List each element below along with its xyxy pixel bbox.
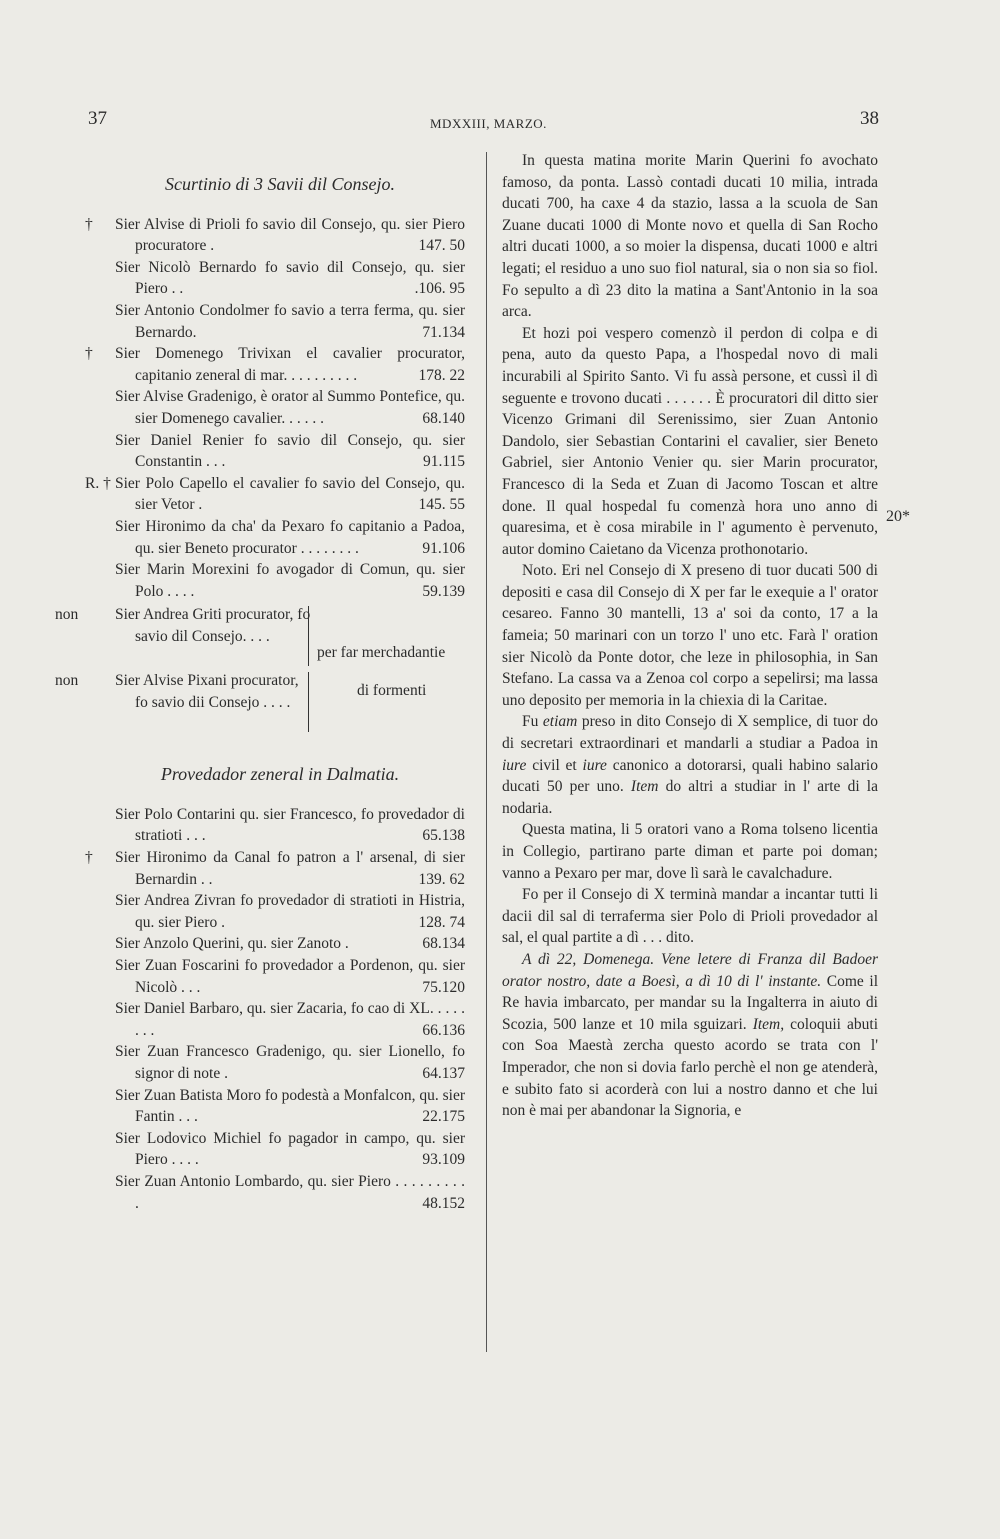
entry-text: Sier Marin Morexini fo avogador di Comun, qu. sier Polo . . . . bbox=[115, 561, 465, 600]
right-page-number: 38 bbox=[860, 108, 879, 129]
vote-count: 75.120 bbox=[422, 978, 465, 996]
vote-count: 64.137 bbox=[422, 1065, 465, 1082]
italic-run: iure bbox=[582, 756, 607, 774]
vote-entry bbox=[95, 516, 465, 559]
vote-count: 65.138 bbox=[422, 827, 465, 845]
entry-mark: non bbox=[55, 606, 79, 624]
vote-count: 66.136 bbox=[422, 1021, 465, 1039]
bracket-entry-griti bbox=[55, 604, 315, 647]
entry-text: Sier Andrea Zivran fo provedador di stratioti in Histria, qu. sier Piero . bbox=[115, 892, 465, 931]
paragraph-noto: Noto. Eri nel Consejo di X preseno di tuor ducati 500 di depositi e casa dil Consejo di X per far le exequie a l' orator cesareo. Fanno 30 mantelli, 13 a' soi da conto, 17 a la fameia; 50 marinari con un torzo l' uno etc. Farà l' oration sier Nicolò da Ponte dotor, che leze in philosophia, in San Stefano. La cassa va a Zenoa col corpo a sepelirsi; ma lassa uno deposito per memoria in la chiexia di la Caritae. bbox=[502, 562, 878, 709]
bracket-note-merchandise: per far merchadantie bbox=[317, 644, 446, 662]
left-page-number: 37 bbox=[88, 108, 107, 129]
entry-text: Sier Nicolò Bernardo fo savio dil Consejo, qu. sier Piero . . bbox=[115, 258, 465, 298]
vote-count: .106. 95 bbox=[414, 280, 465, 298]
vote-entry bbox=[95, 1171, 465, 1214]
bracket-line-bottom bbox=[300, 672, 309, 732]
italic-run: etiam bbox=[542, 713, 578, 731]
vote-list-provedador bbox=[85, 804, 465, 1214]
vote-count: 59.139 bbox=[422, 582, 465, 600]
bracket-note-grain: di formenti bbox=[357, 682, 427, 700]
bracket-entry-pixani bbox=[55, 670, 315, 713]
paragraph-perdon: Et hozi poi vespero comenzò il perdon di colpa e di pena, auto da questo Papa, a l'hospedal novo di mali incurabili al Spirito Santo. Vi fu assà persone, et cussì il dì seguente e trovono ducati . . . . . . È procuratori dil ditto sier Vicenzo Grimani dil Serenissimo, sier Zuan Antonio Dandolo, sier Sebastian Contarini el cavalier, sier Beneto Gabriel, sier Antonio Venier qu. sier Marin procurator, Francesco di la Seda et Zuan di Jacomo Toscan et altre done. Il qual hospedal fu comenzà hora uno anno di quaresima, et è cosa mirabile in l' agumento è pervenuto, autor domino Caietano da Vicenza prothonotario. bbox=[502, 324, 878, 558]
vote-entry bbox=[95, 300, 465, 343]
vote-count: 68.140 bbox=[422, 409, 465, 427]
text-run: coloquii abuti con Soa Maestà zercha questo acordo se trata con l' Imperador, che non si dovia farlo perchè el non ge atenderà, e subito fato si acorderà con lui a nostro danno et che lui non è mai per abandonar la Signoria, e bbox=[502, 1015, 879, 1120]
section-title-provedador: Provedador zeneral in Dalmatia. bbox=[160, 764, 400, 785]
vote-count: 91.106 bbox=[422, 539, 465, 557]
vote-count: 71.134 bbox=[422, 323, 465, 341]
vote-entry bbox=[95, 1128, 465, 1171]
vote-entry bbox=[95, 955, 465, 998]
entry-text: Sier Zuan Antonio Lombardo, qu. sier Piero . . . . . . . . . . bbox=[115, 1172, 465, 1212]
vote-entry bbox=[95, 1085, 465, 1128]
entry-mark: † bbox=[85, 849, 93, 867]
italic-run: A dì 22, Domenega. Vene letere di Franza dil Badoer orator nostro, date a Boesì, a dì 10 di l' instante. bbox=[502, 950, 878, 990]
running-header: MDXXIII, MARZO. bbox=[430, 116, 547, 131]
bracket-line-top bbox=[300, 606, 309, 666]
paragraph-oratori: Questa matina, li 5 oratori vano a Roma tolseno licentia in Collegio, partirano parte diman et parte poi doman; vanno a Pexaro per mar, dove lì sarà le cavalchadure. bbox=[502, 821, 878, 882]
entry-mark: R. † bbox=[85, 474, 111, 492]
text-run: Fu bbox=[522, 713, 543, 731]
vote-entry bbox=[95, 386, 465, 429]
vote-entry bbox=[95, 1041, 465, 1084]
entry-mark: † bbox=[85, 215, 93, 233]
entry-text: Sier Zuan Batista Moro fo podestà a Monfalcon, qu. sier Fantin . . . bbox=[115, 1086, 465, 1126]
margin-note: 20* bbox=[886, 508, 910, 525]
vote-count: 178. 22 bbox=[418, 366, 465, 384]
entry-text: Sier Alvise Gradenigo, è orator al Summo Pontefice, qu. sier Domenego cavalier. . . . . . bbox=[115, 388, 465, 427]
vote-count: 139. 62 bbox=[418, 870, 465, 888]
entry-text: Sier Zuan Francesco Gradenigo, qu. sier Lionello, fo signor di note . bbox=[115, 1043, 465, 1082]
vote-entry bbox=[85, 343, 465, 386]
vote-count: 68.134 bbox=[422, 935, 465, 953]
paragraph-querini: In questa matina morite Marin Querini fo avochato famoso, da ponta. Lassò contadi ducati 10 milia, intrada ducati 700, ha caxe 4 da stazio, lassa a la scuola de San Zuane ducati 1000 di Monte novo et quella di San Rocho altri ducati 1000, a so moier la dispensa, ducati 1000 e altri legati; el residuo a uno suo fiol natural, sia o non sia so fiol. Fo sepulto a dì 23 dito la matina a Sant'Antonio in la soa arca. bbox=[502, 152, 878, 321]
vote-list-savii bbox=[85, 214, 465, 603]
entry-text: Sier Polo Contarini qu. sier Francesco, fo provedador di stratioti . . . bbox=[115, 805, 465, 845]
entry-text: Sier Anzolo Querini, qu. sier Zanoto . bbox=[115, 935, 349, 953]
left-column bbox=[55, 170, 465, 1214]
vote-entry bbox=[95, 933, 465, 955]
text-run: preso in dito Consejo di X semplice, di tuor do di secretari extraordinari et mandarli a studiar a Padoa in bbox=[502, 713, 878, 753]
vote-count: 93.109 bbox=[422, 1151, 465, 1169]
vote-entry bbox=[95, 804, 465, 847]
entry-text: Sier Zuan Foscarini fo provedador a Pordenon, qu. sier Nicolò . . . bbox=[115, 957, 465, 996]
vote-entry bbox=[95, 890, 465, 933]
vote-entry bbox=[85, 847, 465, 890]
entry-text: Sier Alvise di Prioli fo savio dil Consejo, qu. sier Piero procuratore . bbox=[115, 215, 465, 255]
text-run: civil et bbox=[526, 756, 583, 774]
entry-text: Sier Daniel Renier fo savio dil Consejo, qu. sier Constantin . . . bbox=[115, 431, 465, 471]
paragraph-dacii: Fo per il Consejo di X terminà mandar a incantar tutti li dacii dil sal di terraferma sier Polo di Prioli provedador al sal, el qual partite a dì . . . dito. bbox=[502, 886, 878, 947]
paragraph-franza bbox=[502, 949, 878, 1122]
vote-count: 145. 55 bbox=[418, 496, 465, 514]
entry-text: Sier Andrea Griti procurator, fo savio dil Consejo. . . . bbox=[115, 606, 311, 645]
entry-text: Sier Polo Capello el cavalier fo savio del Consejo, qu. sier Vetor . bbox=[115, 474, 465, 514]
vote-count: 128. 74 bbox=[418, 913, 465, 931]
column-divider bbox=[486, 152, 487, 1352]
text-run: Come il Re havia imbarcato, per mandar su la Ingalterra in aiuto di Scozia, 500 lanze et 10 mila sguizari. bbox=[502, 972, 878, 1033]
vote-entry bbox=[95, 257, 465, 300]
vote-count: 48.152 bbox=[422, 1194, 465, 1212]
entry-text: Sier Lodovico Michiel fo pagador in campo, qu. sier Piero . . . . bbox=[115, 1129, 465, 1169]
vote-count: 147. 50 bbox=[418, 237, 465, 255]
italic-run: Item, bbox=[752, 1015, 785, 1033]
text-run: do altri a studiar in l' arte di la nodaria. bbox=[502, 778, 878, 817]
text-run: canonico a dotorarsi, quali habino salario ducati 50 per uno. bbox=[502, 756, 878, 796]
vote-entry bbox=[95, 559, 465, 602]
entry-text: Sier Hironimo da cha' da Pexaro fo capitanio a Padoa, qu. sier Beneto procurator . . . . . . . . bbox=[115, 517, 465, 557]
entry-mark: † bbox=[85, 345, 93, 363]
entry-mark: non bbox=[55, 672, 79, 690]
section-title-savii: Scurtinio di 3 Savii dil Consejo. bbox=[165, 174, 395, 194]
vote-count: 22.175 bbox=[422, 1108, 465, 1126]
entry-text: Sier Antonio Condolmer fo savio a terra ferma, qu. sier Bernardo. bbox=[115, 301, 465, 341]
vote-entry bbox=[95, 998, 465, 1041]
vote-count: 91.115 bbox=[422, 453, 465, 471]
right-column bbox=[502, 150, 878, 1122]
bracket-group bbox=[55, 604, 465, 754]
entry-text: Sier Domenego Trivixan el cavalier procurator, capitanio zeneral di mar. . . . . . . . . . bbox=[115, 345, 465, 384]
vote-entry bbox=[85, 214, 465, 257]
entry-text: Sier Daniel Barbaro, qu. sier Zacaria, fo cao di XL. . . . . . . . bbox=[115, 1000, 465, 1039]
entry-text: Sier Alvise Pixani procurator, fo savio dii Consejo . . . . bbox=[115, 672, 299, 711]
italic-run: iure bbox=[502, 756, 527, 774]
paragraph-secretari bbox=[502, 711, 878, 819]
vote-entry bbox=[85, 473, 465, 516]
entry-text: Sier Hironimo da Canal fo patron a l' arsenal, di sier Bernardin . . bbox=[115, 849, 465, 888]
italic-run: Item bbox=[630, 778, 659, 796]
vote-entry bbox=[95, 430, 465, 473]
